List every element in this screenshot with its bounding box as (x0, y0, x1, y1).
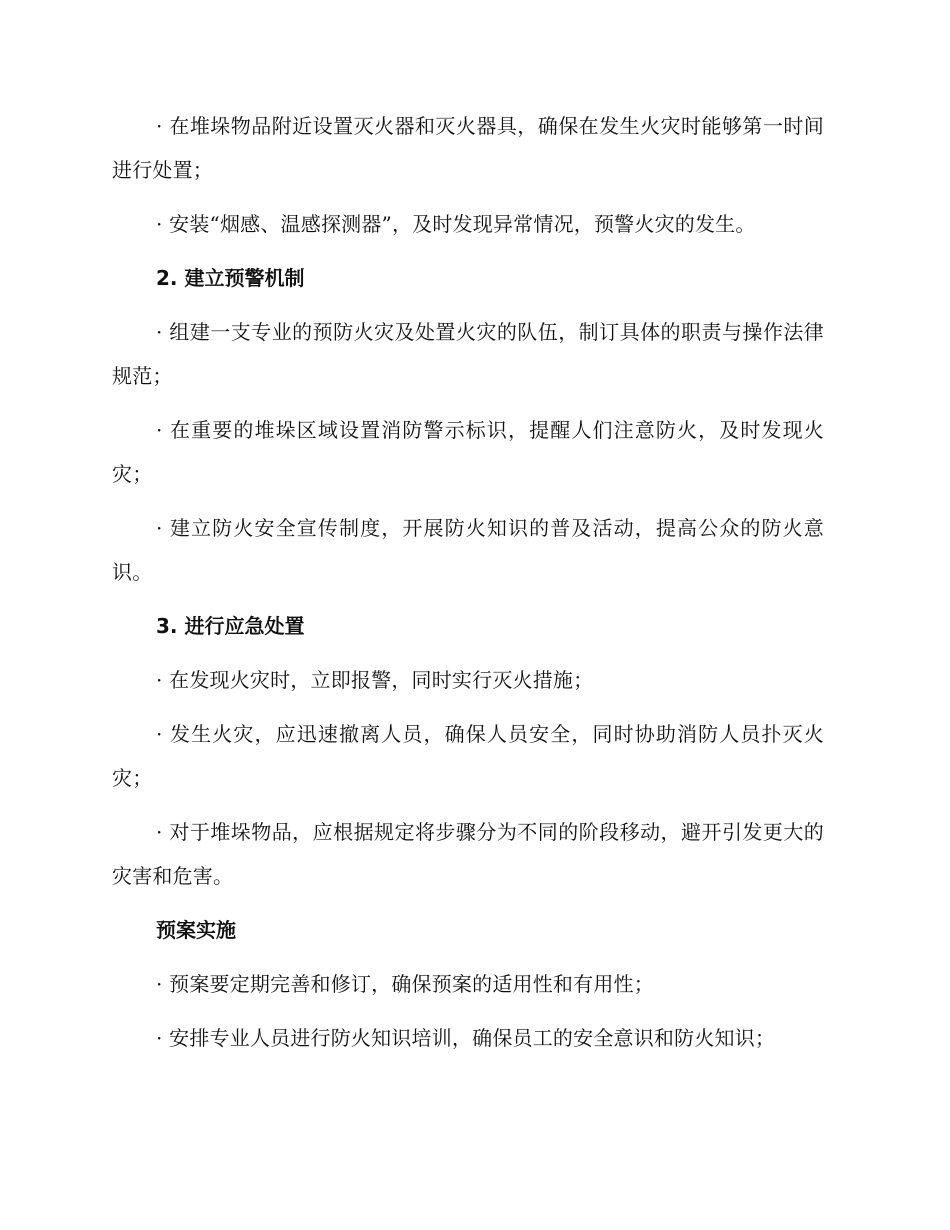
bullet-paragraph: · 安排专业人员进行防火知识培训，确保员工的安全意识和防火知识； (156, 1026, 776, 1050)
bullet-paragraph: · 安装“烟感、温感探测器”，及时发现异常情况，预警火灾的发生。 (156, 212, 756, 236)
section-heading: 3. 进行应急处置 (156, 614, 305, 638)
bullet-paragraph: · 建立防火安全宣传制度，开展防火知识的普及活动，提高公众的防火意识。 (112, 516, 824, 584)
bullet-paragraph: · 预案要定期完善和修订，确保预案的适用性和有用性； (156, 972, 654, 996)
section-heading: 2. 建立预警机制 (156, 266, 305, 290)
bullet-paragraph: · 发生火灾，应迅速撤离人员，确保人员安全，同时协助消防人员扑灭火灾； (112, 722, 824, 790)
bullet-paragraph: · 在堆垛物品附近设置灭火器和灭火器具，确保在发生火灾时能够第一时间进行处置； (112, 114, 824, 182)
document-page (112, 104, 824, 1060)
bullet-paragraph: · 在发现火灾时，立即报警，同时实行灭火措施； (156, 668, 594, 692)
bullet-paragraph: · 组建一支专业的预防火灾及处置火灾的队伍，制订具体的职责与操作法律规范； (112, 320, 824, 388)
bullet-paragraph: · 在重要的堆垛区域设置消防警示标识，提醒人们注意防火，及时发现火灾； (112, 418, 824, 486)
bullet-paragraph: · 对于堆垛物品，应根据规定将步骤分为不同的阶段移动，避开引发更大的灾害和危害。 (112, 820, 824, 888)
section-heading: 预案实施 (156, 918, 236, 942)
